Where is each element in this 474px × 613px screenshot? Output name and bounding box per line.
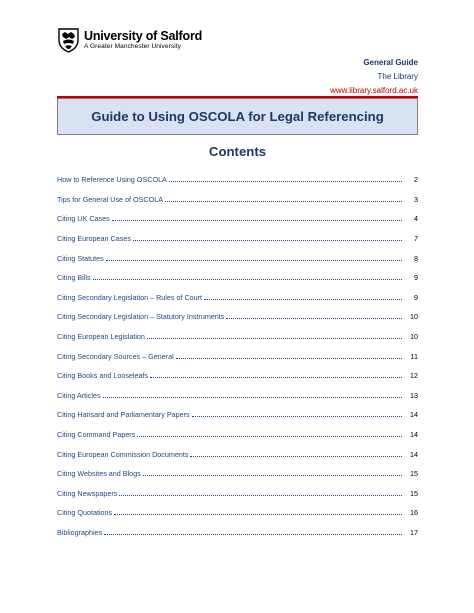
toc-entry-label: Citing Secondary Legislation – Statutory Instruments <box>57 312 225 322</box>
toc-entry[interactable] <box>57 503 418 523</box>
toc-entry-label: How to Reference Using OSCOLA <box>57 175 167 185</box>
toc-entry-page: 12 <box>410 371 418 381</box>
toc-entry-page: 9 <box>414 292 418 302</box>
toc-entry-label: Citing Books and Looseleafs <box>57 371 149 381</box>
toc-entry-label: Citing Statutes <box>57 253 104 263</box>
toc-dot-leader <box>114 514 402 515</box>
toc-entry-page: 9 <box>414 273 418 283</box>
toc-dot-leader <box>133 240 402 241</box>
toc-entry-label: Citing Quotations <box>57 508 113 518</box>
toc-dot-leader <box>93 279 402 280</box>
toc-dot-leader <box>192 416 402 417</box>
toc-entry-label: Citing Websites and Blogs <box>57 469 141 479</box>
toc-entry[interactable] <box>57 444 418 464</box>
toc-dot-leader <box>147 338 402 339</box>
toc-entry-label: Bibliographies <box>57 527 103 537</box>
toc-dot-leader <box>106 260 402 261</box>
toc-entry-page: 15 <box>410 488 418 498</box>
toc-entry-label: Citing Articles <box>57 390 101 400</box>
toc-entry-page: 4 <box>414 214 418 224</box>
toc-dot-leader <box>176 358 402 359</box>
toc-entry-page: 15 <box>410 469 418 479</box>
toc-dot-leader <box>190 456 402 457</box>
toc-dot-leader <box>143 475 402 476</box>
toc-entry-page: 14 <box>410 449 418 459</box>
toc-dot-leader <box>104 534 402 535</box>
toc-entry-label: Citing European Legislation <box>57 332 145 342</box>
toc-entry-label: Citing Bills <box>57 273 91 283</box>
toc-entry-page: 14 <box>410 430 418 440</box>
toc-entry-label: Citing Hansard and Parliamentary Papers <box>57 410 190 420</box>
toc-entry[interactable] <box>57 248 418 268</box>
toc-dot-leader <box>169 181 402 182</box>
toc-entry-page: 17 <box>410 527 418 537</box>
table-of-contents <box>57 170 418 542</box>
toc-entry-label: Citing Secondary Legislation – Rules of Court <box>57 292 203 302</box>
toc-entry[interactable] <box>57 190 418 210</box>
university-crest-icon <box>57 27 80 53</box>
toc-dot-leader <box>137 436 402 437</box>
toc-entry[interactable] <box>57 288 418 308</box>
library-website-link[interactable]: www.library.salford.ac.uk <box>330 86 418 95</box>
toc-entry[interactable] <box>57 425 418 445</box>
toc-entry-label: Citing UK Cases <box>57 214 110 224</box>
toc-entry[interactable] <box>57 464 418 484</box>
guide-type: General Guide <box>363 58 418 67</box>
toc-entry-page: 2 <box>414 175 418 185</box>
toc-entry-page: 8 <box>414 253 418 263</box>
toc-entry-page: 7 <box>414 234 418 244</box>
toc-entry[interactable] <box>57 229 418 249</box>
toc-entry-page: 11 <box>410 351 418 361</box>
toc-entry[interactable] <box>57 327 418 347</box>
toc-entry[interactable] <box>57 523 418 543</box>
toc-entry[interactable] <box>57 346 418 366</box>
toc-entry-label: Citing European Cases <box>57 234 131 244</box>
toc-dot-leader <box>204 299 402 300</box>
toc-entry-page: 10 <box>410 332 418 342</box>
guide-info <box>330 56 418 98</box>
toc-entry[interactable] <box>57 170 418 190</box>
university-logo <box>57 27 202 53</box>
toc-dot-leader <box>150 377 402 378</box>
toc-entry[interactable] <box>57 386 418 406</box>
toc-entry-page: 14 <box>410 410 418 420</box>
toc-dot-leader <box>112 220 402 221</box>
toc-entry[interactable] <box>57 268 418 288</box>
title-banner <box>57 98 418 135</box>
toc-entry-page: 16 <box>410 508 418 518</box>
toc-entry-page: 3 <box>414 194 418 204</box>
toc-dot-leader <box>226 318 402 319</box>
toc-entry-label: Citing Command Papers <box>57 430 136 440</box>
toc-dot-leader <box>165 201 402 202</box>
toc-entry-label: Citing European Commission Documents <box>57 449 189 459</box>
university-subtitle: A Greater Manchester University <box>84 43 182 50</box>
toc-entry-label: Tips for General Use of OSCOLA <box>57 194 163 204</box>
toc-entry[interactable] <box>57 209 418 229</box>
toc-entry-page: 13 <box>410 390 418 400</box>
department-name: The Library <box>377 72 418 81</box>
toc-entry-page: 10 <box>410 312 418 322</box>
toc-dot-leader <box>119 495 402 496</box>
university-name: University of Salford <box>84 28 203 43</box>
toc-entry[interactable] <box>57 307 418 327</box>
toc-entry-label: Citing Newspapers <box>57 488 118 498</box>
toc-entry[interactable] <box>57 405 418 425</box>
toc-dot-leader <box>103 397 402 398</box>
contents-heading: Contents <box>208 144 267 159</box>
toc-entry-label: Citing Secondary Sources – General <box>57 351 174 361</box>
toc-entry[interactable] <box>57 484 418 504</box>
document-title: Guide to Using OSCOLA for Legal Referencing <box>91 109 384 124</box>
toc-entry[interactable] <box>57 366 418 386</box>
